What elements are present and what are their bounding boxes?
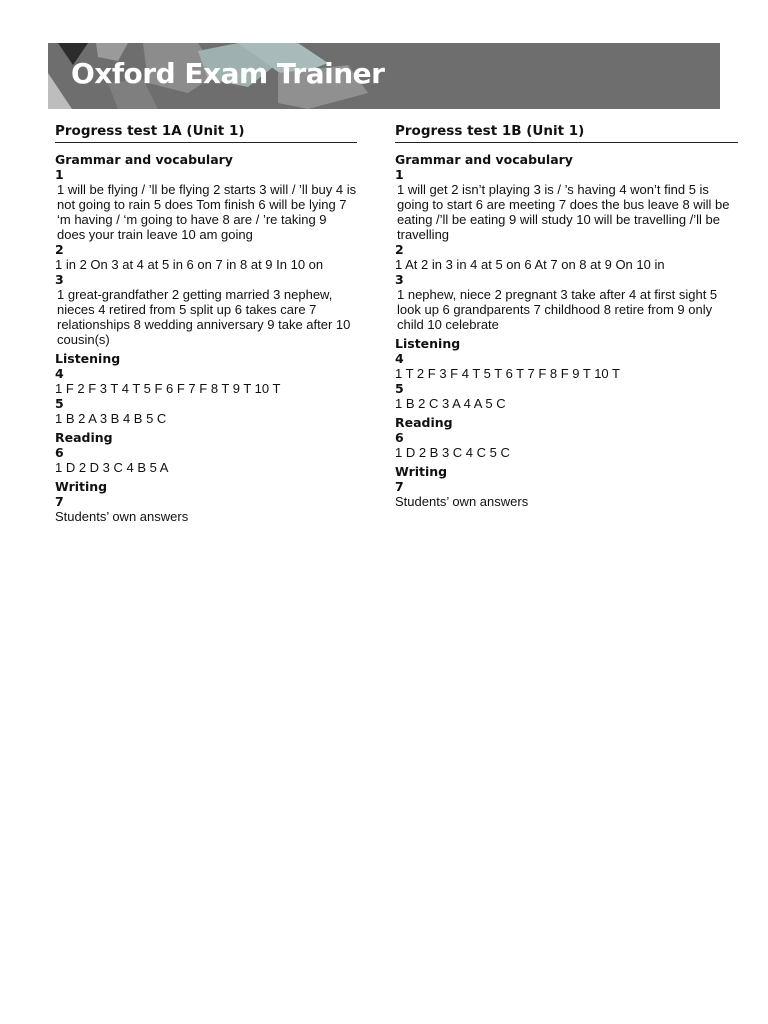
exercise-number: 3 (395, 272, 404, 287)
exercise-number: 2 (395, 242, 404, 257)
exercise-answers: Students’ own answers (55, 509, 189, 524)
section-heading: Grammar and vocabulary (55, 152, 233, 167)
exercise-number: 1 (55, 167, 64, 182)
progress-test-1a-column (55, 122, 357, 524)
exercise-answers: 1 great-grandfather 2 getting married 3 nephew, nieces 4 retired from 5 split up 6 takes care 7 relationships 8 wedding anniversary 9 take after 10 cousin(s) (57, 287, 351, 347)
exercise-number: 5 (55, 396, 64, 411)
section-heading: Listening (395, 336, 461, 351)
exercise-answers: 1 T 2 F 3 F 4 T 5 T 6 T 7 F 8 F 9 T 10 T (395, 366, 620, 381)
exercise-answers: 1 will get 2 isn’t playing 3 is / ’s having 4 won’t find 5 is going to start 6 are meeting 7 does the bus leave 8 will be eating /’ll be eating 9 will study 10 will be travelling /’ll be travelling (397, 182, 730, 242)
exercise-number: 7 (55, 494, 64, 509)
exercise-answers: 1 B 2 C 3 A 4 A 5 C (395, 396, 506, 411)
section-heading: Reading (55, 430, 113, 445)
exercise-number: 2 (55, 242, 64, 257)
exercise-answers: 1 B 2 A 3 B 4 B 5 C (55, 411, 167, 426)
exercise-answers: Students’ own answers (395, 494, 529, 509)
test-title: Progress test 1A (Unit 1) (55, 122, 357, 143)
exercise-answers: 1 nephew, niece 2 pregnant 3 take after 4 at first sight 5 look up 6 grandparents 7 childhood 8 retire from 9 only child 10 celebrate (397, 287, 718, 332)
exercise-number: 5 (395, 381, 404, 396)
section-heading: Grammar and vocabulary (395, 152, 573, 167)
exercise-number: 7 (395, 479, 404, 494)
exercise-number: 3 (55, 272, 64, 287)
section-heading: Writing (395, 464, 448, 479)
section-heading: Listening (55, 351, 121, 366)
page-title: Oxford Exam Trainer (71, 57, 385, 90)
exercise-number: 1 (395, 167, 404, 182)
header-banner (48, 43, 720, 109)
exercise-number: 6 (55, 445, 64, 460)
exercise-answers: 1 D 2 B 3 C 4 C 5 C (395, 445, 510, 460)
exercise-answers: 1 At 2 in 3 in 4 at 5 on 6 At 7 on 8 at 9 On 10 in (395, 257, 665, 272)
section-heading: Reading (395, 415, 453, 430)
exercise-number: 4 (395, 351, 404, 366)
exercise-number: 4 (55, 366, 64, 381)
progress-test-1b-column (395, 122, 738, 509)
test-title: Progress test 1B (Unit 1) (395, 122, 738, 143)
exercise-number: 6 (395, 430, 404, 445)
exercise-answers: 1 will be flying / ’ll be flying 2 starts 3 will / ’ll buy 4 is not going to rain 5 does Tom finish 6 will be lying 7 ‘m having / ‘m going to have 8 are / ’re taking 9 does your train leave 10 am going (57, 182, 357, 242)
exercise-answers: 1 in 2 On 3 at 4 at 5 in 6 on 7 in 8 at 9 In 10 on (55, 257, 324, 272)
section-heading: Writing (55, 479, 108, 494)
exercise-answers: 1 F 2 F 3 T 4 T 5 F 6 F 7 F 8 T 9 T 10 T (55, 381, 281, 396)
exercise-answers: 1 D 2 D 3 C 4 B 5 A (55, 460, 169, 475)
